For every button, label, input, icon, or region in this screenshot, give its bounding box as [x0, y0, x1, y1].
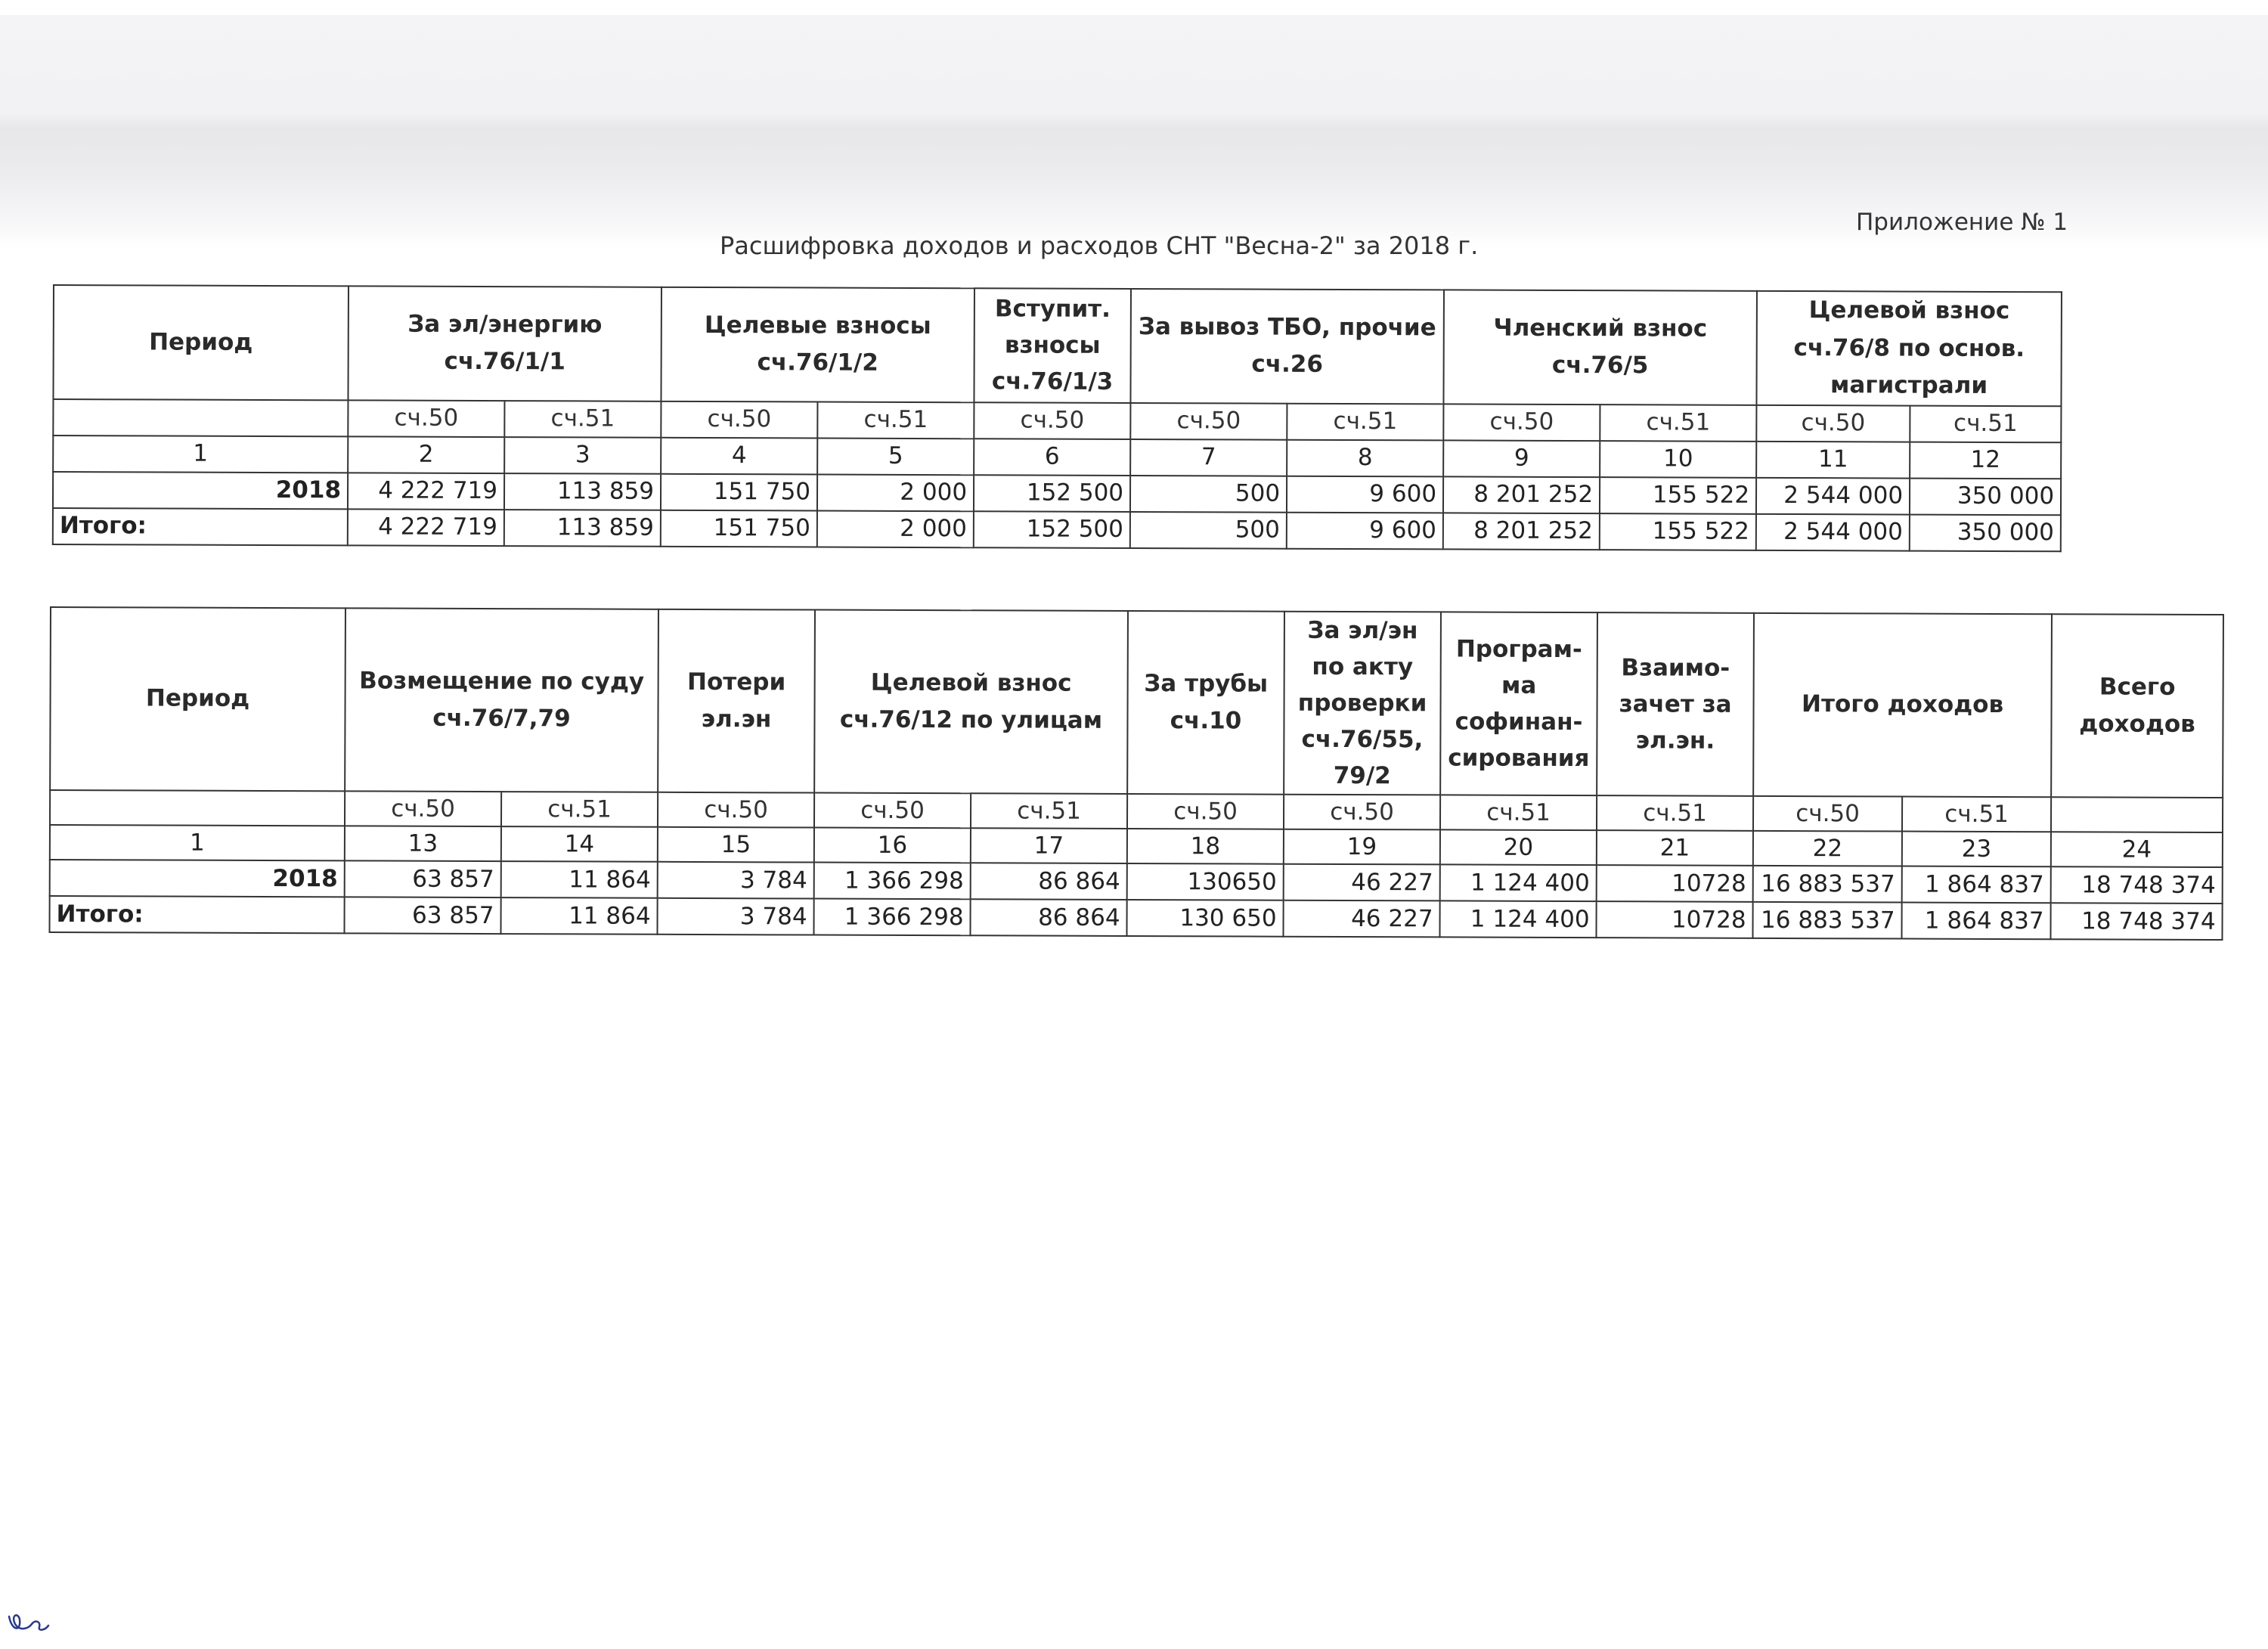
- t1-cell: 9 600: [1287, 476, 1443, 513]
- t2-account: сч.50: [1284, 795, 1440, 830]
- t1-cell: 350 000: [1910, 478, 2061, 515]
- t1-header-membership: Членский взнос сч.76/5: [1444, 290, 1758, 405]
- t2-cell: 46 227: [1284, 900, 1440, 938]
- t1-account: сч.50: [1756, 405, 1910, 442]
- table1-row-total: [53, 508, 2061, 551]
- t2-header-losses: Потери эл.эн: [658, 609, 815, 793]
- t1-colnum: 6: [974, 439, 1130, 476]
- t1-account: сч.50: [1130, 403, 1287, 440]
- t1-cell: 4 222 719: [348, 509, 504, 546]
- t1-account: сч.51: [817, 401, 974, 439]
- t2-cell: 86 864: [971, 899, 1127, 936]
- t2-cell: 130 650: [1127, 900, 1284, 937]
- income-table-2: [48, 606, 2224, 941]
- t2-row-label: 2018: [50, 860, 345, 897]
- t2-colnum: 23: [1902, 832, 2051, 867]
- t2-cell: 1 864 837: [1902, 903, 2051, 940]
- t1-colnum: 3: [504, 437, 661, 474]
- table2-header-row: [50, 607, 2223, 798]
- t2-header-period: Период: [50, 607, 345, 792]
- t1-cell: 113 859: [504, 510, 661, 547]
- t2-header-streets: Целевой взнос сч.76/12 по улицам: [814, 610, 1128, 795]
- t2-cell: 16 883 537: [1753, 866, 1902, 903]
- scan-top-margin: [0, 0, 2268, 15]
- t2-colnum: 17: [971, 828, 1127, 863]
- t1-account: сч.51: [1287, 403, 1443, 440]
- t1-cell: 152 500: [974, 511, 1130, 548]
- t2-cell: 10728: [1597, 901, 1753, 938]
- t2-row-label: Итого:: [49, 896, 344, 933]
- t2-account: сч.51: [1440, 795, 1597, 831]
- t2-header-total-income: Итого доходов: [1753, 613, 2052, 798]
- pen-scribble-mark: [6, 1609, 51, 1636]
- t1-colnum: 1: [53, 435, 348, 473]
- t2-account: сч.50: [1127, 794, 1284, 829]
- t1-cell: 113 859: [504, 473, 661, 510]
- t2-colnum: 21: [1597, 830, 1753, 866]
- t1-colnum: 2: [348, 436, 504, 473]
- t1-account: сч.51: [504, 401, 661, 438]
- t2-header-pipes: За трубы сч.10: [1127, 611, 1284, 795]
- t1-header-electricity: За эл/энергию сч.76/1/1: [348, 286, 662, 401]
- t2-cell: 18 748 374: [2051, 903, 2223, 940]
- t1-account-empty: [53, 399, 348, 436]
- t2-cell: 3 784: [658, 898, 814, 935]
- t2-colnum: 15: [658, 827, 814, 863]
- t1-cell: 155 522: [1600, 513, 1756, 550]
- t2-account: сч.51: [1597, 795, 1753, 831]
- t2-cell: 16 883 537: [1753, 902, 1902, 939]
- table2-row-total: [49, 896, 2222, 940]
- t1-account: сч.51: [1910, 405, 2061, 442]
- t2-cell: 3 784: [658, 862, 814, 899]
- t1-header-waste: За вывоз ТБО, прочие сч.26: [1130, 289, 1444, 404]
- t1-account: сч.50: [1443, 404, 1600, 441]
- t1-cell: 4 222 719: [348, 473, 504, 510]
- t1-colnum: 8: [1287, 439, 1443, 476]
- t1-header-period: Период: [53, 285, 349, 400]
- t1-cell: 2 000: [817, 474, 974, 511]
- t1-cell: 151 750: [661, 474, 817, 511]
- t2-cell: 63 857: [344, 897, 500, 935]
- document-title: Расшифровка доходов и расходов СНТ "Весна-2" за 2018 г.: [720, 231, 1479, 260]
- t1-cell: 155 522: [1600, 477, 1756, 514]
- t1-colnum: 7: [1130, 439, 1287, 476]
- t1-colnum: 9: [1443, 440, 1600, 477]
- t2-account: сч.51: [971, 793, 1127, 829]
- t1-colnum: 5: [817, 438, 974, 475]
- t2-account: сч.50: [1753, 796, 1902, 832]
- t2-account-empty: [50, 790, 345, 826]
- t2-colnum: 19: [1284, 829, 1440, 865]
- t1-cell: 9 600: [1287, 512, 1443, 549]
- t2-cell: 1 124 400: [1440, 865, 1597, 902]
- t1-cell: 8 201 252: [1443, 476, 1600, 513]
- income-table-1: [52, 284, 2062, 552]
- t2-colnum: 18: [1127, 829, 1284, 864]
- t1-header-entry-fees: Вступит. взносы сч.76/1/3: [974, 288, 1131, 403]
- t1-row-label: 2018: [53, 472, 348, 509]
- t1-account: сч.50: [974, 402, 1130, 439]
- t2-cell: 18 748 374: [2051, 866, 2223, 904]
- t2-cell: 46 227: [1284, 864, 1440, 901]
- t1-cell: 350 000: [1910, 514, 2061, 551]
- t2-colnum: 22: [1753, 831, 1902, 866]
- t1-colnum: 11: [1756, 442, 1910, 479]
- t2-header-cofinancing: Програм-ма софинан-сирования: [1440, 612, 1597, 795]
- t2-header-inspection: За эл/эн по акту проверки сч.76/55, 79/2: [1284, 612, 1441, 795]
- t1-cell: 2 544 000: [1756, 478, 1910, 515]
- t2-header-grand-total: Всего доходов: [2051, 614, 2223, 798]
- t1-cell: 500: [1130, 476, 1287, 513]
- t2-colnum: 14: [501, 826, 658, 862]
- t2-header-court: Возмещение по суду сч.76/7,79: [345, 608, 658, 792]
- t2-colnum: 20: [1440, 830, 1597, 866]
- t2-colnum: 1: [50, 825, 345, 860]
- t1-row-label: Итого:: [53, 508, 348, 545]
- appendix-label: Приложение № 1: [1856, 209, 2068, 236]
- t1-cell: 2 000: [817, 510, 974, 547]
- t2-cell: 10728: [1597, 865, 1753, 902]
- t2-cell: 1 124 400: [1440, 901, 1597, 938]
- t1-account: сч.50: [661, 401, 817, 439]
- t2-account: [2051, 797, 2223, 832]
- t2-cell: 11 864: [500, 897, 657, 935]
- t2-cell: 1 366 298: [814, 863, 971, 900]
- t2-cell: 1 366 298: [814, 899, 971, 936]
- t2-cell: 130650: [1127, 863, 1284, 900]
- t1-cell: 500: [1130, 512, 1287, 549]
- t1-account: сч.51: [1600, 405, 1756, 442]
- t2-header-offset: Взаимо-зачет за эл.эн.: [1597, 612, 1754, 796]
- t1-cell: 8 201 252: [1443, 513, 1600, 550]
- t2-account: сч.50: [658, 792, 814, 828]
- t1-cell: 2 544 000: [1756, 514, 1910, 551]
- t2-account: сч.50: [814, 793, 971, 829]
- t2-cell: 1 864 837: [1902, 866, 2051, 904]
- t1-account: сч.50: [348, 400, 504, 437]
- t1-cell: 152 500: [974, 475, 1130, 512]
- table1-header-row: [53, 285, 2062, 406]
- t1-header-main-line: Целевой взнос сч.76/8 по основ. магистрали: [1757, 291, 2062, 406]
- t1-colnum: 12: [1910, 442, 2061, 479]
- t1-cell: 151 750: [661, 510, 817, 547]
- t1-colnum: 4: [661, 438, 817, 475]
- t2-account: сч.51: [501, 792, 658, 827]
- t2-colnum: 16: [814, 828, 971, 863]
- t2-cell: 11 864: [501, 861, 658, 898]
- t2-colnum: 13: [345, 826, 501, 862]
- t2-account: сч.51: [1902, 797, 2051, 832]
- t2-account: сч.50: [345, 792, 501, 827]
- t1-colnum: 10: [1600, 441, 1756, 478]
- t1-header-target-fees: Целевые взносы сч.76/1/2: [661, 287, 974, 402]
- t2-colnum: 24: [2051, 832, 2223, 867]
- t2-cell: 63 857: [345, 861, 501, 898]
- t2-cell: 86 864: [971, 863, 1127, 900]
